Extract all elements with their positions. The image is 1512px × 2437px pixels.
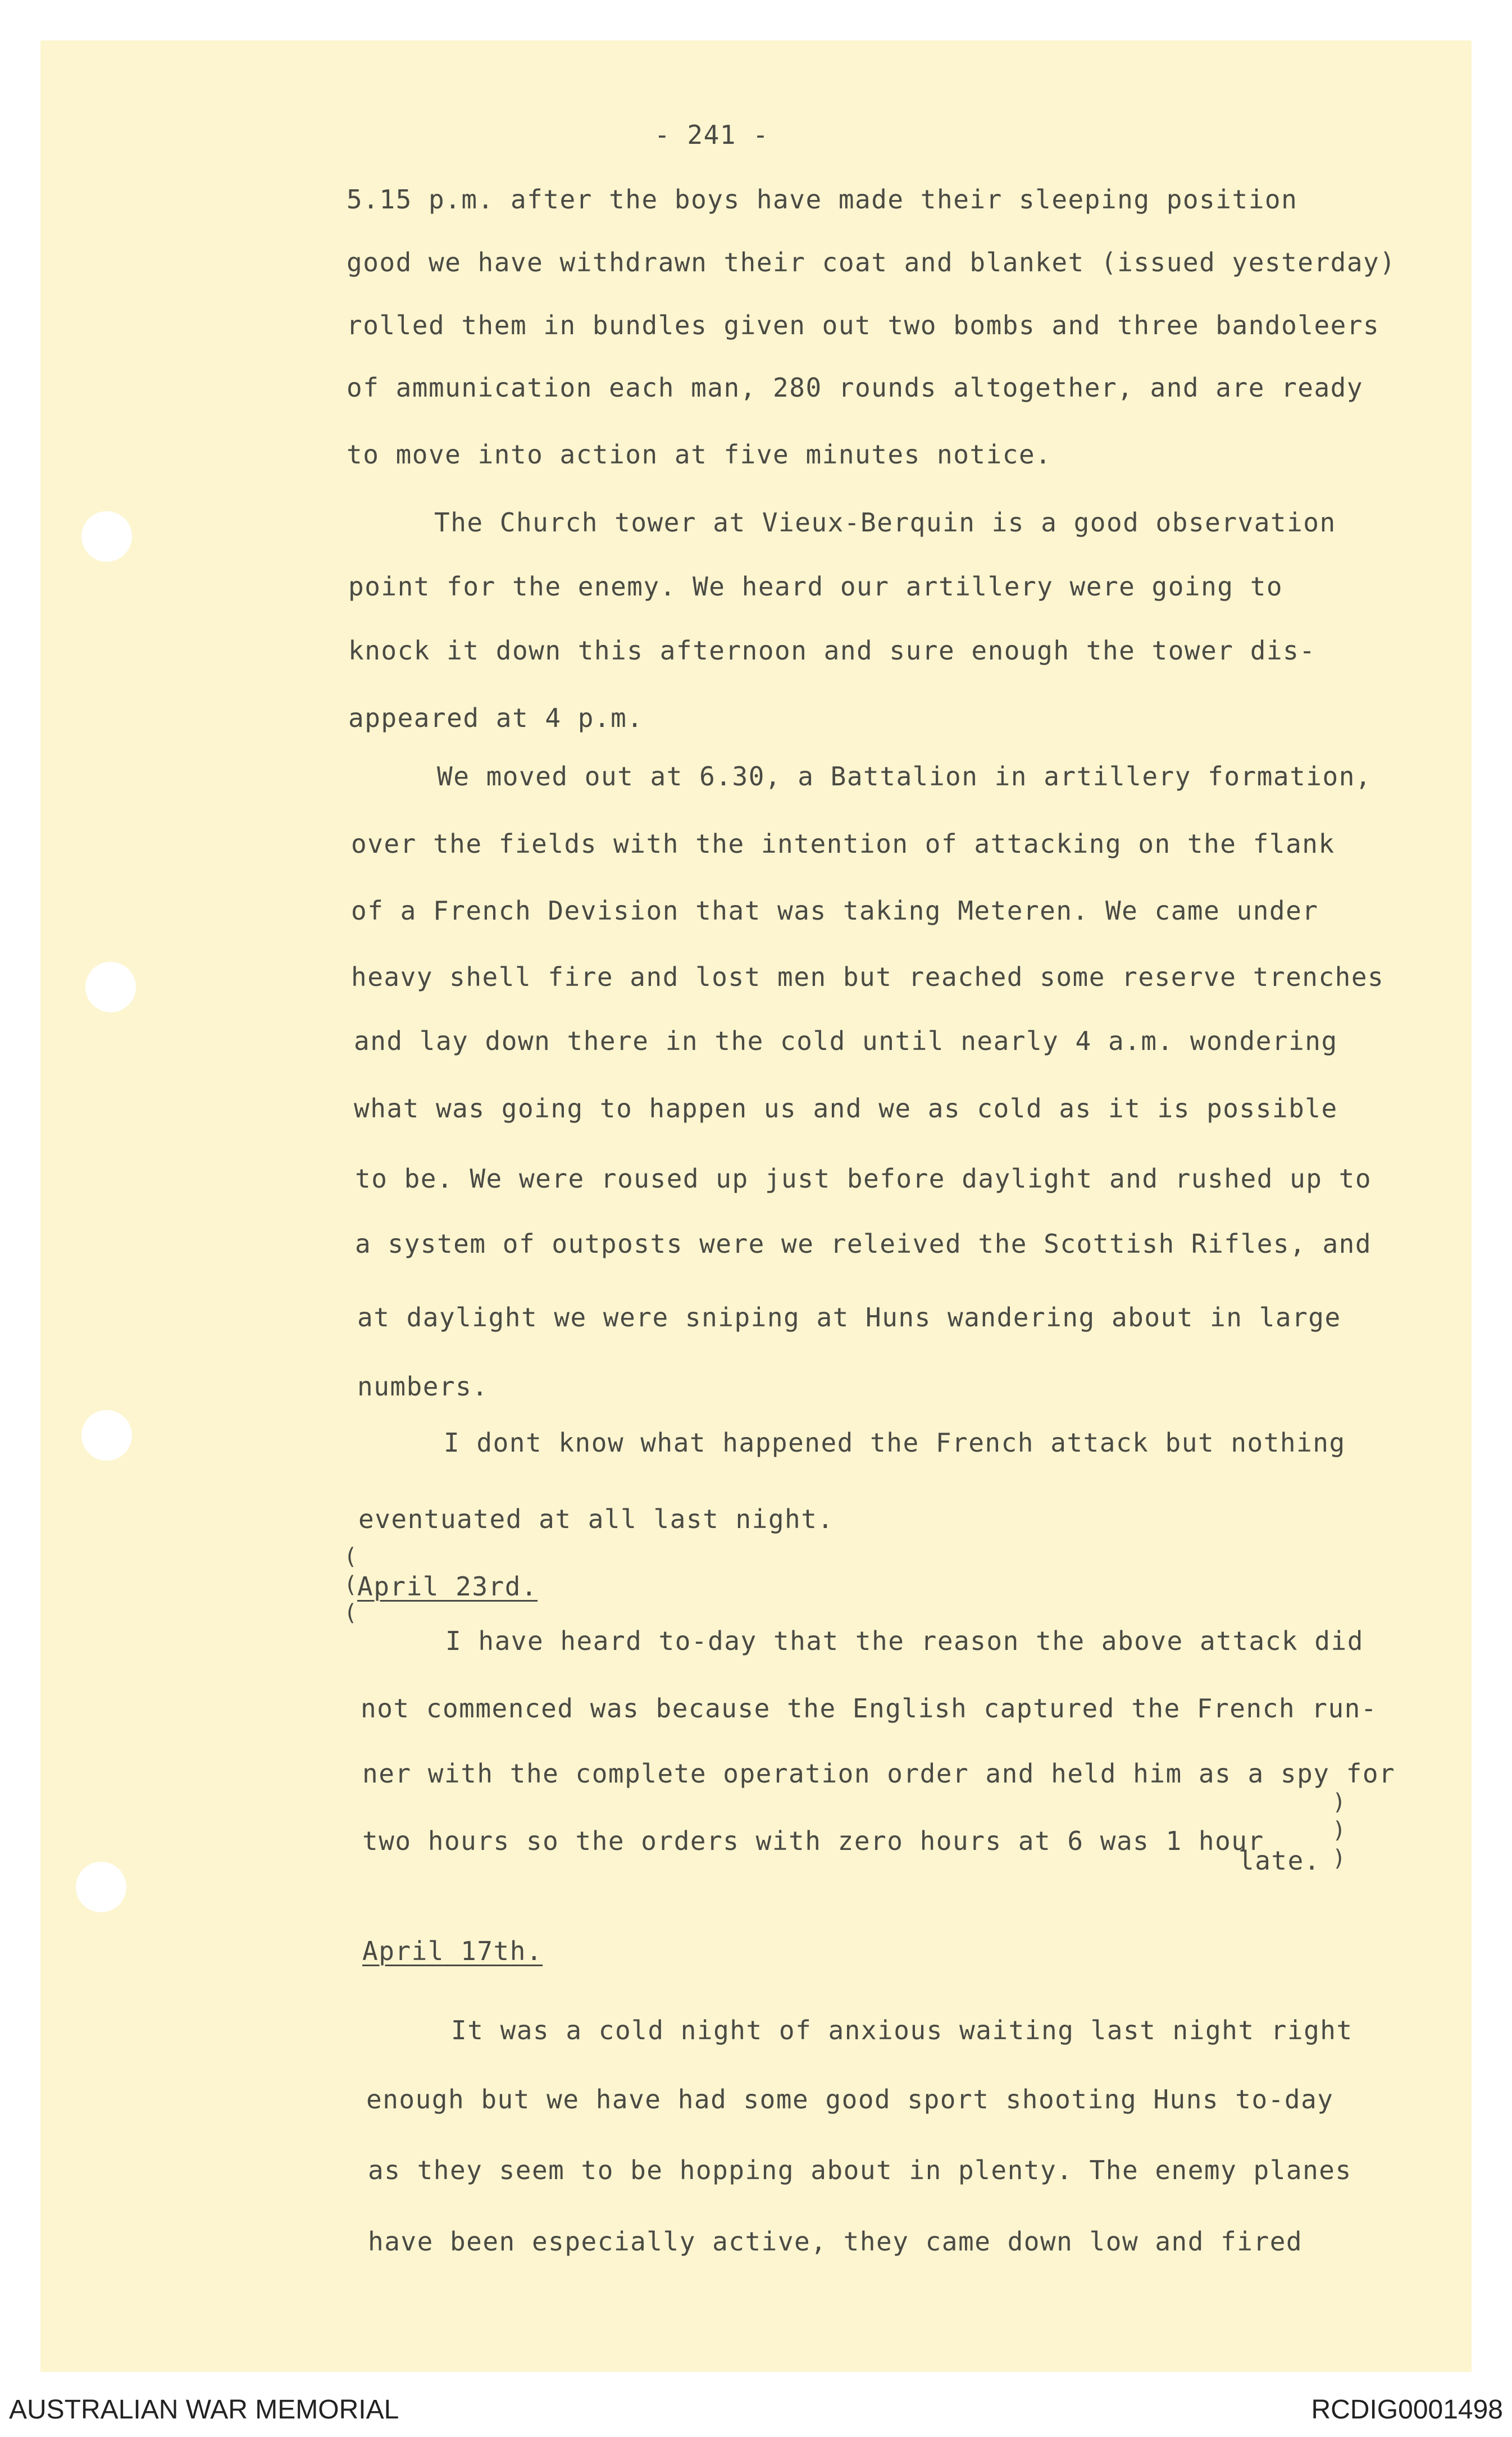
text-line: The Church tower at Vieux-Berquin is a good observation — [434, 507, 1336, 538]
text-line: knock it down this afternoon and sure enough the tower dis- — [348, 635, 1316, 666]
note-bracket: ) — [1332, 1845, 1347, 1871]
punch-hole-3 — [81, 1410, 132, 1461]
entry-line: as they seem to be hopping about in plenty. The enemy planes — [368, 2155, 1352, 2185]
punch-hole-2 — [85, 962, 136, 1012]
note-line: two hours so the orders with zero hours at 6 was 1 hour — [362, 1826, 1264, 1856]
punch-hole-4 — [76, 1862, 126, 1912]
text-line: of a French Devision that was taking Meteren. We came under — [351, 895, 1319, 926]
entry-date: April 17th. — [362, 1936, 543, 1966]
note-line: late. — [1238, 1845, 1320, 1876]
note-bracket: ( — [344, 1572, 358, 1598]
text-line: to be. We were roused up just before daylight and rushed up to — [355, 1163, 1372, 1194]
note-line: ner with the complete operation order and held him as a spy for — [362, 1758, 1396, 1789]
text-line: good we have withdrawn their coat and blanket (issued yesterday) — [347, 247, 1396, 278]
text-line: at daylight we were sniping at Huns wandering about in large — [357, 1302, 1341, 1333]
entry-line: It was a cold night of anxious waiting last night right — [451, 2015, 1353, 2045]
note-line: I have heard to-day that the reason the above attack did — [445, 1626, 1364, 1656]
text-line: numbers. — [357, 1371, 489, 1402]
note-bracket: ( — [344, 1544, 358, 1570]
text-line: heavy shell fire and lost men but reached some reserve trenches — [351, 962, 1385, 992]
text-line: point for the enemy. We heard our artillery were going to — [348, 571, 1283, 602]
text-line: appeared at 4 p.m. — [348, 703, 644, 733]
text-line: 5.15 p.m. after the boys have made their sleeping position — [347, 184, 1298, 215]
text-line: of ammunication each man, 280 rounds altogether, and are ready — [347, 372, 1364, 403]
text-line: I dont know what happened the French attack but nothing — [444, 1427, 1346, 1458]
text-line: and lay down there in the cold until nearly 4 a.m. wondering — [354, 1026, 1338, 1056]
note-date: April 23rd. — [357, 1571, 538, 1602]
text-line: over the fields with the intention of attacking on the flank — [351, 829, 1335, 859]
text-line: rolled them in bundles given out two bombs and three bandoleers — [347, 310, 1380, 340]
text-line: a system of outposts were we releived the Scottish Rifles, and — [355, 1229, 1372, 1259]
entry-line: have been especially active, they came down low and fired — [368, 2226, 1303, 2257]
note-bracket: ) — [1332, 1789, 1347, 1815]
footer-reference: RCDIG0001498 — [1311, 2395, 1503, 2425]
footer-institution: AUSTRALIAN WAR MEMORIAL — [9, 2395, 399, 2425]
punch-hole-1 — [81, 511, 132, 562]
page-number: - 241 - — [654, 120, 769, 150]
text-line: eventuated at all last night. — [358, 1504, 834, 1534]
text-line: what was going to happen us and we as cold as it is possible — [354, 1093, 1338, 1124]
text-line: to move into action at five minutes notice. — [347, 439, 1052, 470]
note-line: not commenced was because the English captured the French run- — [361, 1693, 1378, 1724]
note-bracket: ) — [1332, 1817, 1347, 1843]
entry-line: enough but we have had some good sport shooting Huns to-day — [366, 2084, 1334, 2115]
text-line: We moved out at 6.30, a Battalion in artillery formation, — [437, 761, 1372, 792]
note-bracket: ( — [344, 1600, 358, 1626]
